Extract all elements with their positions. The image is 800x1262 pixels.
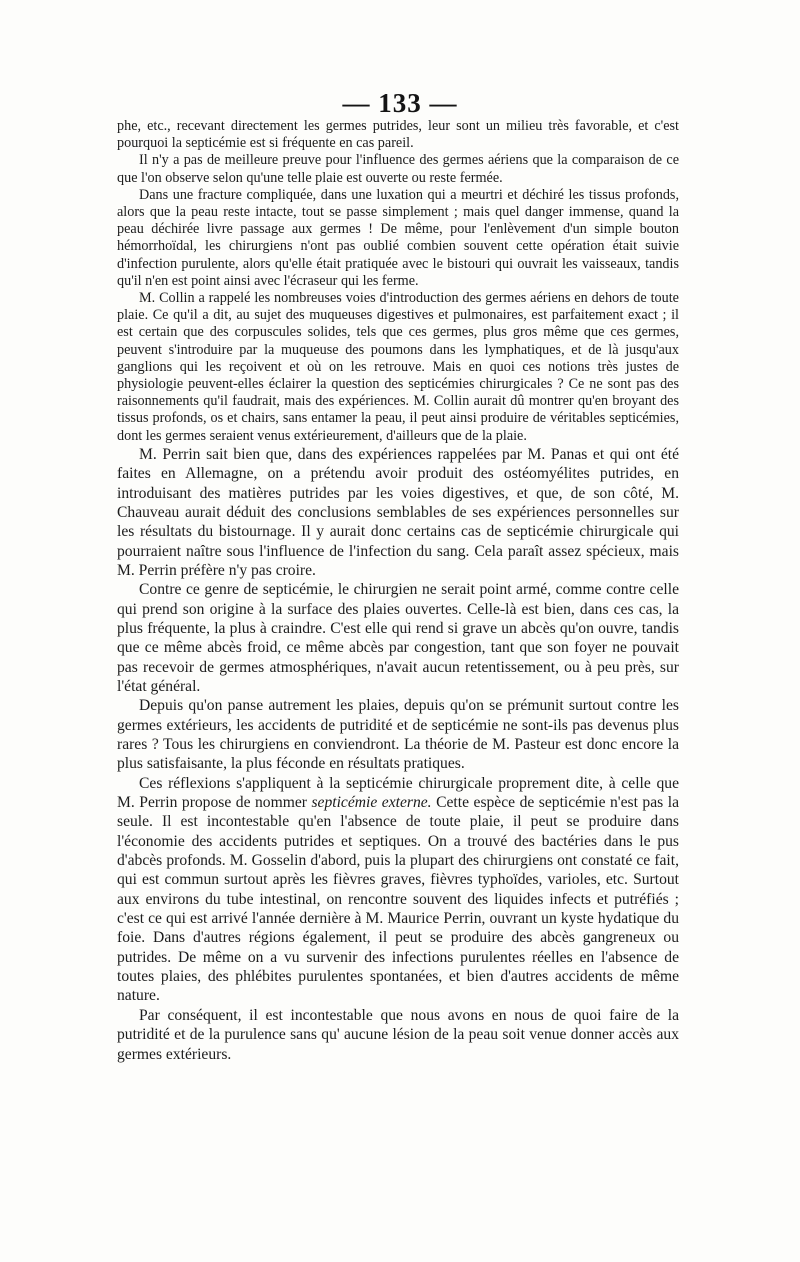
body-text bbox=[117, 118, 679, 1064]
paragraph: Contre ce genre de septicémie, le chirurgien ne serait point armé, comme contre celle qui prend son origine à la surface des plaies ouvertes. Celle-là est bien, dans ces cas, la plus fréquente, la plus à craindre. C'est elle qui rend si grave un abcès qu'on ouvre, tandis que ce même abcès froid, ce même abcès par congestion, tant que son foyer ne pouvait pas recevoir de germes atmosphériques, n'avait aucun retentissement, ou à peu près, sur l'état général. bbox=[117, 581, 679, 695]
paragraph: M. Collin a rappelé les nombreuses voies d'introduction des germes aériens en dehors de toute plaie. Ce qu'il a dit, au sujet des muqueuses digestives et pulmonaires, est parfaitement exact ; il est certain que des corpuscules solides, tels que ces germes, plus gros même que ces germes, peuvent s'introduire par la muqueuse des poumons dans les lymphatiques, et de là jusqu'aux ganglions qui les reçoivent et où on les retrouve. Mais en quoi ces notions très justes de physiologie peuvent-elles éclairer la question des septicémies chirurgicales ? Ce ne sont pas des raisonnements qu'il faudrait, mais des expériences. M. Collin aurait dû montrer qu'en broyant des tissus profonds, os et chairs, sans entamer la peau, il peut ainsi produire de véritables septicémies, dont les germes seraient venus extérieurement, d'ailleurs que de la plaie. bbox=[117, 290, 679, 444]
paragraph-with-emphasis bbox=[117, 774, 679, 1006]
text-segment: Cette espèce de septicémie n'est pas la seule. Il est incontestable qu'en l'absence de toute plaie, il peut se produire dans l'économie des accidents putrides et septiques. On a trouvé des bactéries dans le pus d'abcès profonds. M. Gosselin d'abord, puis la plupart des chirurgiens ont constaté ce fait, qui est commun surtout après les fièvres graves, fièvres typhoïdes, varioles, etc. Surtout aux environs du tube intestinal, on rencontre souvent des liquides infects et putréfiés ; c'est ce qui est arrivé l'année dernière à M. Maurice Perrin, ouvrant un kyste hydatique du foie. Dans d'autres régions également, il peut se produire des abcès gangreneux ou putrides. De même on a vu survenir des infections purulentes réelles en l'absence de toutes plaies, des phlébites purulentes spontanées, et bien d'autres accidents de même nature. bbox=[117, 794, 679, 1005]
paragraph: Il n'y a pas de meilleure preuve pour l'influence des germes aériens que la comparaison de ce que l'on observe selon qu'une telle plaie est ouverte ou reste fermée. bbox=[117, 152, 679, 186]
paragraph: Dans une fracture compliquée, dans une luxation qui a meurtri et déchiré les tissus profonds, alors que la peau reste intacte, tout se passe simplement ; mais quel danger immense, quand la peau déchirée livre passage aux germes ! De même, pour l'enlèvement d'un simple bouton hémorrhoïdal, les chirurgiens n'ont pas oublié combien souvent cette opération était suivie d'infection purulente, alors qu'elle était pratiquée avec le bistouri qui ouvrait les vaisseaux, tandis qu'il n'en est point ainsi avec l'écraseur qui les ferme. bbox=[117, 186, 679, 289]
paragraph: Par conséquent, il est incontestable que nous avons en nous de quoi faire de la putridité et de la purulence sans qu' aucune lésion de la peau soit venue donner accès aux germes extérieurs. bbox=[117, 1006, 679, 1063]
paragraph-continuation: phe, etc., recevant directement les germes putrides, leur sont un milieu très favorable, et c'est pourquoi la septicémie est si fréquente en cas pareil. bbox=[117, 118, 679, 152]
paragraph: M. Perrin sait bien que, dans des expériences rappelées par M. Panas et qui ont été faites en Allemagne, on a prétendu avoir produit des ostéomyélites putrides, en introduisant des matières putrides par les voies digestives, et que, de son côté, M. Chauveau aurait déduit des conclusions semblables de ses expériences personnelles sur les résultats du bistournage. Il y aurait donc certains cas de septicémie chirurgicale qui pourraient naître sous l'influence de l'infection du sang. Cela paraît assez spécieux, mais M. Perrin préfère n'y pas croire. bbox=[117, 445, 679, 579]
paragraph: Depuis qu'on panse autrement les plaies, depuis qu'on se prémunit surtout contre les germes extérieurs, les accidents de putridité et de septicémie ne sont-ils pas devenus plus rares ? Tous les chirurgiens en conviendront. La théorie de M. Pasteur est donc encore la plus satisfaisante, la plus féconde en résultats pratiques. bbox=[117, 697, 679, 773]
page-number: — 133 — bbox=[342, 88, 458, 118]
text-segment: Ces réflexions s'appliquent à la septicémie chirurgicale proprement dite, à celle que M. Perrin propose de nommer bbox=[117, 774, 679, 812]
emphasized-term: septicémie externe. bbox=[311, 794, 432, 812]
